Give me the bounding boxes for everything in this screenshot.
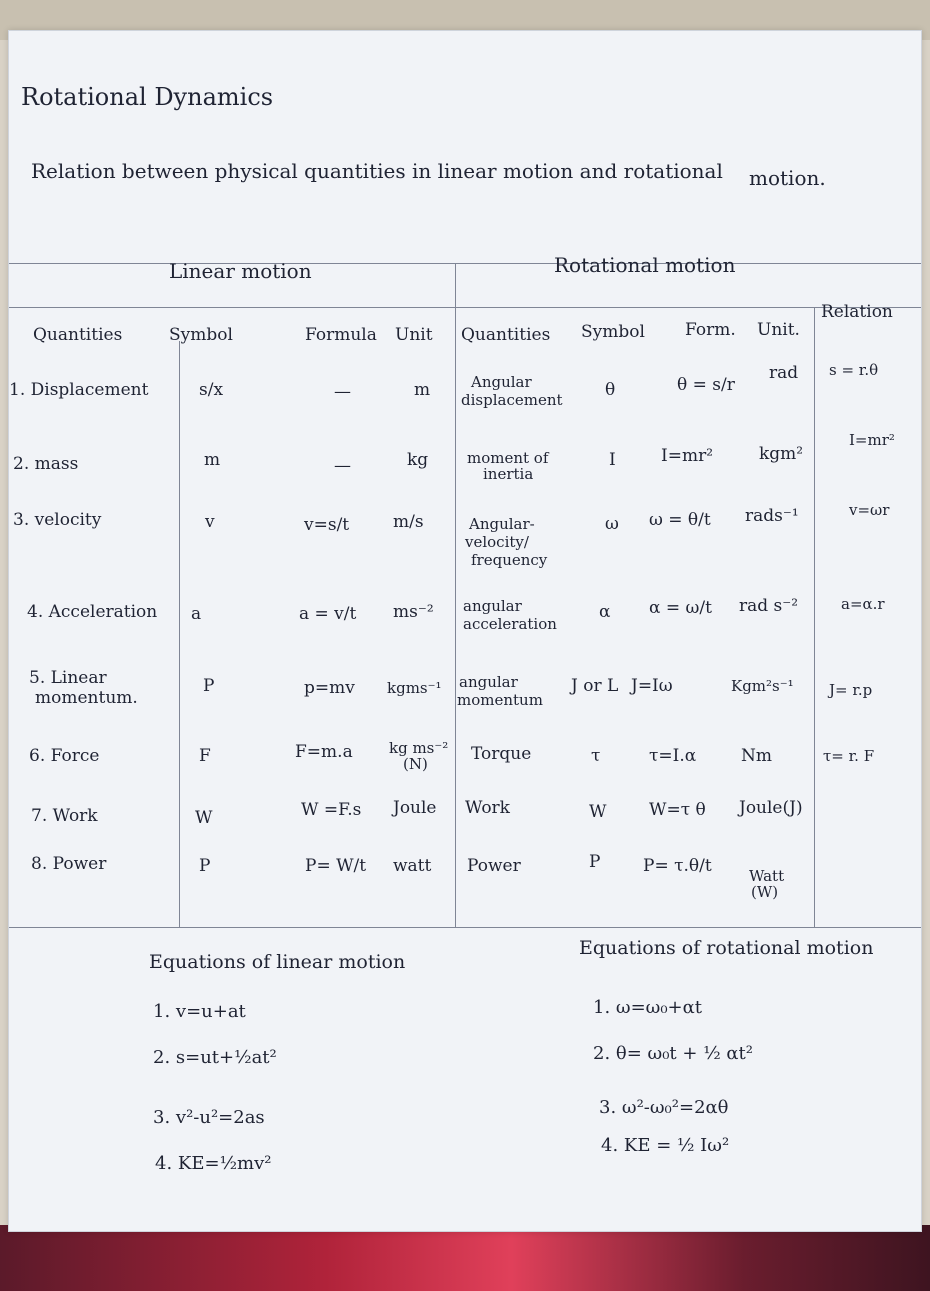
row6-linear-symbol: F [199,746,211,766]
row3-rot-quantity-3: frequency [471,551,548,569]
row7-linear-formula: W =F.s [301,800,362,820]
row7-linear-quantity: 7. Work [31,806,98,826]
row5-rot-symbol: J or L [571,676,619,696]
row2-rot-formula: I=mr² [661,446,714,466]
row7-rot-quantity: Work [465,798,510,818]
table-top-line [9,263,921,264]
col-header-unit: Unit [395,325,433,345]
linear-equation-4: 4. KE=½mv² [155,1153,272,1174]
linear-equation-3: 3. v²-u²=2as [153,1107,265,1128]
row8-rot-unit-1: Watt [749,867,785,885]
row5-rot-quantity-1: angular [459,673,518,691]
row4-rot-unit: rad s⁻² [739,596,799,616]
row2-rot-quantity-1: moment of [467,449,549,467]
row3-linear-quantity: 3. velocity [13,510,102,530]
linear-equation-1: 1. v=u+at [153,1001,246,1022]
row5-linear-unit: kgms⁻¹ [387,679,442,697]
row4-linear-unit: ms⁻² [393,602,434,622]
row1-rot-quantity-1: Angular [471,373,532,391]
row8-rot-unit-2: (W) [751,883,779,901]
row8-linear-unit: watt [393,856,432,876]
row8-rot-formula: P= τ.θ/t [643,856,712,876]
row1-relation: s = r.θ [829,361,879,379]
row2-linear-formula: — [334,456,351,476]
col-header-quantities: Quantities [33,325,123,345]
row7-rot-unit: Joule(J) [739,798,803,818]
row3-rot-quantity-1: Angular- [469,515,535,533]
row6-rot-quantity: Torque [471,744,532,764]
row5-linear-symbol: P [203,676,215,696]
row5-rot-formula: J=Iω [631,676,673,696]
section-rotational-motion: Rotational motion [554,253,736,277]
subtitle-line-1: Relation between physical quantities in linear motion and rotational [31,159,723,183]
row5-linear-formula: p=mv [304,678,355,698]
col-header-rot-unit: Unit. [757,320,800,340]
row3-linear-symbol: v [205,512,215,532]
row3-relation: v=ωr [849,501,890,519]
col-header-rot-quantities: Quantities [461,325,551,345]
subtitle-line-2: motion. [749,166,826,190]
row6-linear-quantity: 6. Force [29,746,100,766]
row4-linear-formula: a = v/t [299,604,357,624]
row2-relation: I=mr² [849,431,895,449]
row6-rot-symbol: τ [591,746,601,766]
row6-rot-formula: τ=I.α [649,746,697,766]
row1-linear-quantity: 1. Displacement [9,380,149,400]
section-linear-motion: Linear motion [169,259,312,283]
row2-rot-quantity-2: inertia [483,465,534,483]
row4-rot-symbol: α [599,602,611,622]
col-header-rot-symbol: Symbol [581,322,645,342]
linear-equations-title: Equations of linear motion [149,951,406,973]
row4-rot-quantity-2: acceleration [463,615,557,633]
row2-linear-symbol: m [204,450,221,470]
col-header-rot-formula: Form. [685,320,736,340]
row5-rot-quantity-2: momentum [457,691,543,709]
row8-linear-symbol: P [199,856,211,876]
row1-rot-symbol: θ [605,380,616,400]
desk-background-bottom [0,1225,930,1291]
row3-rot-quantity-2: velocity/ [465,533,529,551]
row7-linear-symbol: W [195,808,213,828]
table-header-line [9,307,921,308]
row8-linear-quantity: 8. Power [31,854,107,874]
row6-linear-unit-2: (N) [403,755,428,773]
row5-relation: J= r.p [829,681,873,699]
row8-rot-quantity: Power [467,856,521,876]
row1-rot-formula: θ = s/r [677,375,735,395]
row3-linear-formula: v=s/t [304,515,350,535]
page-title: Rotational Dynamics [21,83,274,111]
row2-rot-unit: kgm² [759,444,804,464]
row1-linear-symbol: s/x [199,380,224,400]
row5-linear-quantity-2: momentum. [35,688,138,708]
row4-linear-symbol: a [191,604,202,624]
row7-rot-symbol: W [589,802,607,822]
notebook-page [8,30,922,1232]
linear-equation-2: 2. s=ut+½at² [153,1047,277,1068]
row1-rot-quantity-2: displacement [461,391,563,409]
row4-rot-formula: α = ω/t [649,598,712,618]
col-header-relation: Relation [821,302,893,322]
col-header-symbol: Symbol [169,325,233,345]
table-divider-center [455,263,456,927]
row3-linear-unit: m/s [393,512,424,532]
row5-rot-unit: Kgm²s⁻¹ [731,677,794,695]
row1-linear-unit: m [414,380,431,400]
row6-relation: τ= r. F [823,747,875,765]
row8-linear-formula: P= W/t [305,856,367,876]
table-bottom-line [9,927,921,928]
row2-linear-quantity: 2. mass [13,454,79,474]
row7-rot-formula: W=τ θ [649,800,706,820]
row6-linear-unit-1: kg ms⁻² [389,739,449,757]
row3-rot-formula: ω = θ/t [649,510,711,530]
row2-rot-symbol: I [609,450,616,470]
rotational-equation-1: 1. ω=ω₀+αt [593,997,703,1018]
row4-rot-quantity-1: angular [463,597,522,615]
rotational-equations-title: Equations of rotational motion [579,937,874,959]
row3-rot-symbol: ω [605,514,619,534]
rotational-equation-4: 4. KE = ½ Iω² [601,1135,730,1156]
row6-linear-formula: F=m.a [295,742,353,762]
table-divider-qty [179,341,180,927]
row6-rot-unit: Nm [741,746,772,766]
rotational-equation-3: 3. ω²-ω₀²=2αθ [599,1097,729,1118]
row3-rot-unit: rads⁻¹ [745,506,799,526]
row8-rot-symbol: P [589,852,601,872]
row4-linear-quantity: 4. Acceleration [27,602,158,622]
col-header-formula: Formula [305,325,377,345]
row7-linear-unit: Joule [393,798,437,818]
rotational-equation-2: 2. θ= ω₀t + ½ αt² [593,1043,753,1064]
row1-rot-unit: rad [769,363,799,383]
row4-relation: a=α.r [841,595,885,613]
row5-linear-quantity-1: 5. Linear [29,668,107,688]
table-divider-rel [814,307,815,927]
row1-linear-formula: — [334,382,351,402]
row2-linear-unit: kg [407,450,429,470]
